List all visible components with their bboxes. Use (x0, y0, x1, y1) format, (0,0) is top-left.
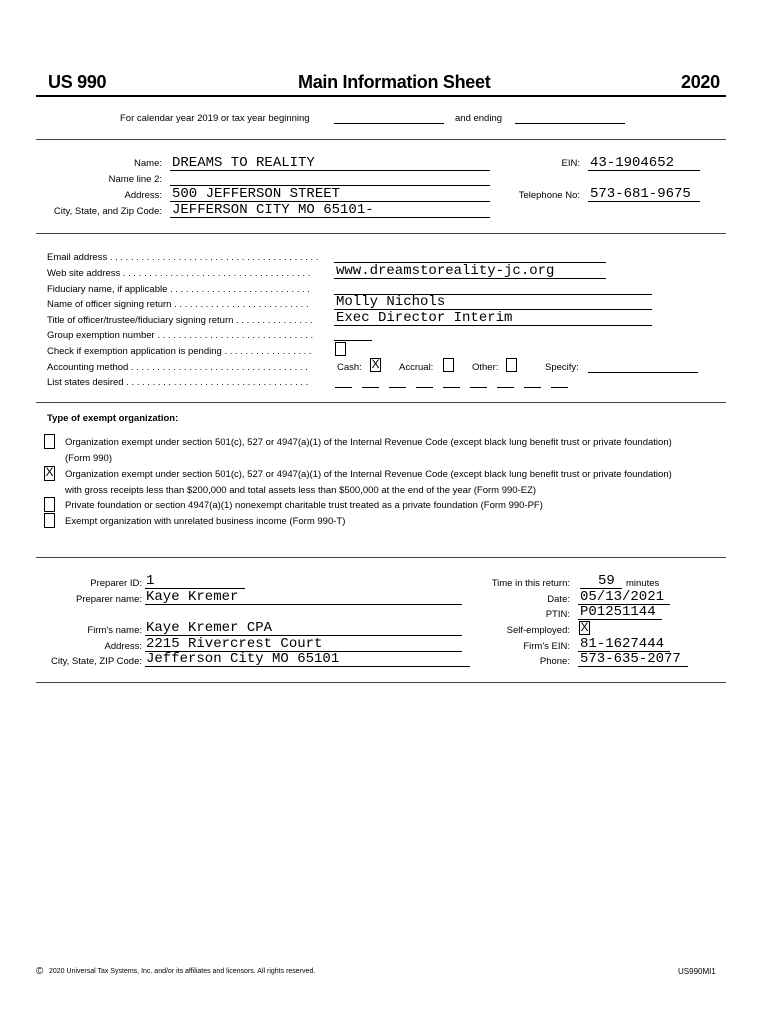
section-divider (36, 139, 726, 140)
firm-city-state-zip-label: City, State, ZIP Code: (51, 656, 142, 667)
firm-ein-label: Firm's EIN: (523, 641, 570, 652)
website-label: Web site address . . . . . . . . . . . . . . . . . . . . . . . . . . . . . . . . . . . . (47, 268, 311, 279)
firm-address-label: Address: (104, 641, 142, 652)
state-field[interactable] (524, 387, 541, 388)
email-label: Email address . . . . . . . . . . . . . . . . . . . . . . . . . . . . . . . . . . . . . . . . (47, 252, 319, 263)
other-checkbox[interactable] (506, 358, 517, 372)
firm-phone-value[interactable]: 573-635-2077 (580, 651, 681, 667)
state-field[interactable] (470, 387, 487, 388)
city-state-zip-line (170, 217, 490, 218)
exempt-990pf-text: Private foundation or section 4947(a)(1) nonexempt charitable trust treated as a private foundation (Form 990-PF) (65, 500, 543, 511)
preparer-name-label: Preparer name: (75, 594, 142, 605)
website-value[interactable]: www.dreamstoreality-jc.org (336, 263, 555, 279)
firm-city-state-zip-value[interactable]: Jefferson City MO 65101 (146, 651, 340, 667)
address-value[interactable]: 500 JEFFERSON STREET (172, 186, 341, 202)
time-in-return-value[interactable]: 59 (598, 573, 615, 589)
name-line2-label: Name line 2: (108, 174, 162, 185)
firm-name-value[interactable]: Kaye Kremer CPA (146, 620, 273, 636)
exempt-990ez-text-cont: with gross receipts less than $200,000 and total assets less than $500,000 at the end of the year (Form 990-EZ) (65, 485, 537, 496)
ein-label: EIN: (561, 158, 580, 169)
state-field[interactable] (497, 387, 514, 388)
self-employed-label: Self-employed: (506, 625, 570, 636)
section-divider (36, 682, 726, 683)
ein-value[interactable]: 43-1904652 (590, 155, 675, 171)
specify-field[interactable] (588, 372, 698, 373)
firm-address-value[interactable]: 2215 Rivercrest Court (146, 636, 323, 652)
header-rule (36, 95, 726, 97)
preparer-id-label: Preparer ID: (90, 578, 142, 589)
group-exemption-field[interactable] (334, 340, 372, 341)
fiduciary-label: Fiduciary name, if applicable . . . . . . . . . . . . . . . . . . . . . . . . . . . (47, 284, 310, 295)
state-field[interactable] (389, 387, 406, 388)
state-field[interactable] (362, 387, 379, 388)
firm-phone-label: Phone: (539, 656, 570, 667)
exempt-990t-checkbox[interactable] (44, 513, 55, 528)
accrual-checkbox[interactable] (443, 358, 454, 372)
preparer-name-value[interactable]: Kaye Kremer (146, 589, 239, 605)
and-ending-label: and ending (455, 113, 503, 124)
ptin-line (578, 619, 662, 620)
tax-year-begin-field[interactable] (334, 123, 444, 124)
officer-value[interactable]: Molly Nichols (336, 294, 446, 310)
ptin-value[interactable]: P01251144 (580, 604, 656, 620)
other-label: Other: (472, 362, 499, 373)
exempt-990-checkbox[interactable] (44, 434, 55, 449)
firm-phone-line (578, 666, 688, 667)
exempt-990-text-cont: (Form 990) (65, 453, 112, 464)
firm-city-state-zip-line (145, 666, 470, 667)
officer-title-value[interactable]: Exec Director Interim (336, 310, 513, 326)
states-desired-label: List states desired . . . . . . . . . . . . . . . . . . . . . . . . . . . . . . . . . . . (47, 377, 309, 388)
date-label: Date: (547, 594, 570, 605)
exempt-990pf-checkbox[interactable] (44, 497, 55, 512)
website-line (334, 278, 606, 279)
state-field[interactable] (551, 387, 568, 388)
exempt-990t-text: Exempt organization with unrelated business income (Form 990-T) (65, 516, 346, 527)
cash-label: Cash: (337, 362, 362, 373)
time-in-return-label: Time in this return: (491, 578, 570, 589)
group-exemption-label: Group exemption number . . . . . . . . . . . . . . . . . . . . . . . . . . . . . . (47, 330, 314, 341)
city-state-zip-value[interactable]: JEFFERSON CITY MO 65101- (172, 202, 374, 218)
state-field[interactable] (443, 387, 460, 388)
page-title: Main Information Sheet (298, 72, 491, 92)
section-divider (36, 402, 726, 403)
tax-year: 2020 (681, 72, 720, 92)
telephone-value[interactable]: 573-681-9675 (590, 186, 691, 202)
firm-ein-value[interactable]: 81-1627444 (580, 636, 665, 652)
exempt-990-text: Organization exempt under section 501(c), 527 or 4947(a)(1) of the Internal Revenue Code (except black lung benefit trust or private foundation) (65, 437, 672, 448)
form-id: US990MI1 (678, 967, 716, 976)
cash-checkbox[interactable]: X (371, 357, 380, 371)
specify-label: Specify: (545, 362, 579, 373)
section-divider (36, 233, 726, 234)
form-code: US 990 (48, 72, 107, 92)
copyright-icon: © (36, 966, 44, 977)
exemption-pending-checkbox[interactable] (335, 342, 346, 356)
officer-title-label: Title of officer/trustee/fiduciary signing return . . . . . . . . . . . . . . . (47, 315, 313, 326)
copyright-text: 2020 Universal Tax Systems, Inc. and/or its affiliates and licensors. All rights reserved. (49, 968, 316, 975)
date-value[interactable]: 05/13/2021 (580, 589, 665, 605)
address-label: Address: (124, 190, 162, 201)
telephone-line (588, 201, 700, 202)
exempt-990ez-checkbox[interactable]: X (45, 465, 54, 479)
self-employed-checkbox[interactable]: X (580, 620, 589, 634)
section-divider (36, 557, 726, 558)
ein-line (588, 170, 700, 171)
tax-year-end-field[interactable] (515, 123, 625, 124)
minutes-label: minutes (626, 578, 660, 589)
city-state-zip-label: City, State, and Zip Code: (53, 206, 162, 217)
state-field[interactable] (416, 387, 433, 388)
exemption-pending-label: Check if exemption application is pending . . . . . . . . . . . . . . . . . (47, 346, 312, 357)
ptin-label: PTIN: (545, 609, 570, 620)
firm-name-label: Firm's name: (87, 625, 142, 636)
accrual-label: Accrual: (399, 362, 434, 373)
officer-title-line (334, 325, 652, 326)
org-name-line (170, 170, 490, 171)
exempt-type-heading: Type of exempt organization: (47, 413, 179, 424)
state-field[interactable] (335, 387, 352, 388)
name-label: Name: (134, 158, 162, 169)
calendar-year-label: For calendar year 2019 or tax year beginning (120, 113, 310, 124)
accounting-method-label: Accounting method . . . . . . . . . . . . . . . . . . . . . . . . . . . . . . . . . . (47, 362, 308, 373)
officer-label: Name of officer signing return . . . . . . . . . . . . . . . . . . . . . . . . . . (47, 299, 309, 310)
exempt-990ez-text: Organization exempt under section 501(c), 527 or 4947(a)(1) of the Internal Revenue Code (except black lung benefit trust or private foundation) (65, 469, 672, 480)
preparer-id-value[interactable]: 1 (146, 573, 155, 589)
org-name-value[interactable]: DREAMS TO REALITY (172, 155, 315, 171)
preparer-name-line (145, 604, 462, 605)
telephone-label: Telephone No: (518, 190, 580, 201)
